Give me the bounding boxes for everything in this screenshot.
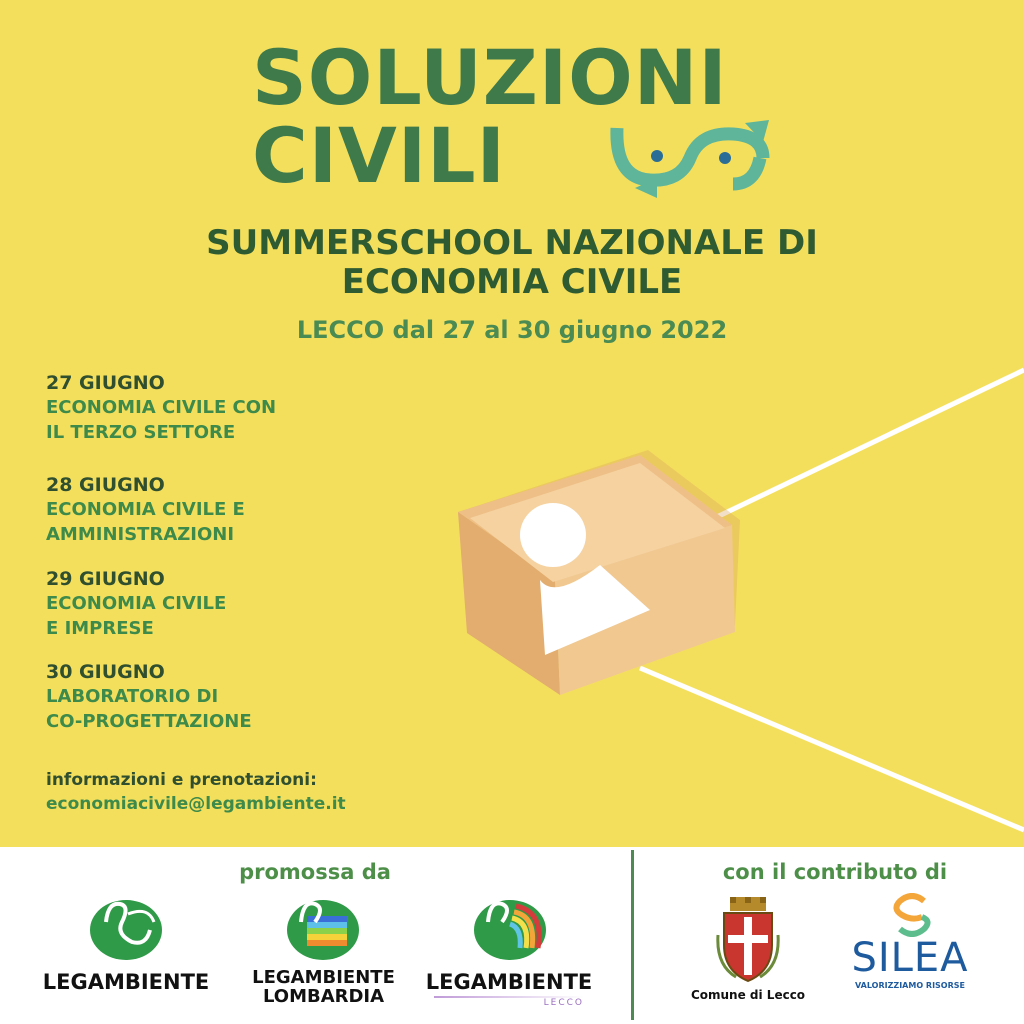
logo-comune-lecco-label: Comune di Lecco (690, 988, 806, 1002)
contact-block (46, 768, 346, 816)
logo-legambiente-lecco (424, 970, 594, 1008)
contact-email-link[interactable]: economiacivile@legambiente.it (46, 794, 346, 814)
program-date: 28 GIUGNO (46, 474, 165, 496)
program-topic-line: CO-PROGETTAZIONE (46, 711, 252, 732)
program-topic-line: IL TERZO SETTORE (46, 422, 236, 443)
swan-rainbow-logo-icon (472, 892, 548, 962)
logo-label: LEGAMBIENTE (252, 967, 395, 988)
coat-of-arms-icon (716, 895, 780, 983)
program-day (46, 372, 276, 445)
circular-arrows-icon (605, 118, 775, 200)
promoted-by-heading: promossa da (239, 860, 391, 884)
logo-label: LEGAMBIENTE (425, 970, 593, 994)
program-date: 27 GIUGNO (46, 372, 165, 394)
location-dates: LECCO dal 27 al 30 giugno 2022 (296, 316, 728, 344)
logo-sub-label: LOMBARDIA (262, 986, 385, 1007)
program-topic-line: AMMINISTRAZIONI (46, 524, 235, 545)
logo-silea-tagline: VALORIZZIAMO RISORSE (855, 981, 965, 990)
subtitle-line-1: SUMMERSCHOOL NAZIONALE DI (206, 223, 818, 263)
footer-divider (631, 850, 634, 1020)
silea-logo-icon (888, 893, 936, 937)
swan-rainbow-logo-icon (285, 892, 361, 962)
program-topic-line: ECONOMIA CIVILE E (46, 499, 245, 520)
program-topic-line: E IMPRESE (46, 618, 154, 639)
logo-sub-label: LECCO (543, 998, 584, 1008)
program-date: 29 GIUGNO (46, 568, 165, 590)
title-line-2: CIVILI (252, 111, 506, 200)
logo-legambiente-label: LEGAMBIENTE (42, 970, 210, 994)
contact-label: informazioni e prenotazioni: (46, 770, 317, 790)
swan-logo-icon (88, 892, 164, 962)
program-topic-line: ECONOMIA CIVILE (46, 593, 227, 614)
title-line-1: SOLUZIONI (252, 33, 728, 122)
program-day (46, 474, 245, 547)
program-day (46, 661, 252, 734)
program-day (46, 568, 226, 641)
contribution-heading: con il contributo di (722, 860, 948, 884)
program-topic-line: LABORATORIO DI (46, 686, 219, 707)
program-date: 30 GIUGNO (46, 661, 165, 683)
logo-silea-label: SILEA (851, 935, 969, 981)
logo-legambiente-lombardia (236, 968, 411, 1006)
program-topic-line: ECONOMIA CIVILE CON (46, 397, 277, 418)
subtitle-line-2: ECONOMIA CIVILE (341, 262, 683, 302)
